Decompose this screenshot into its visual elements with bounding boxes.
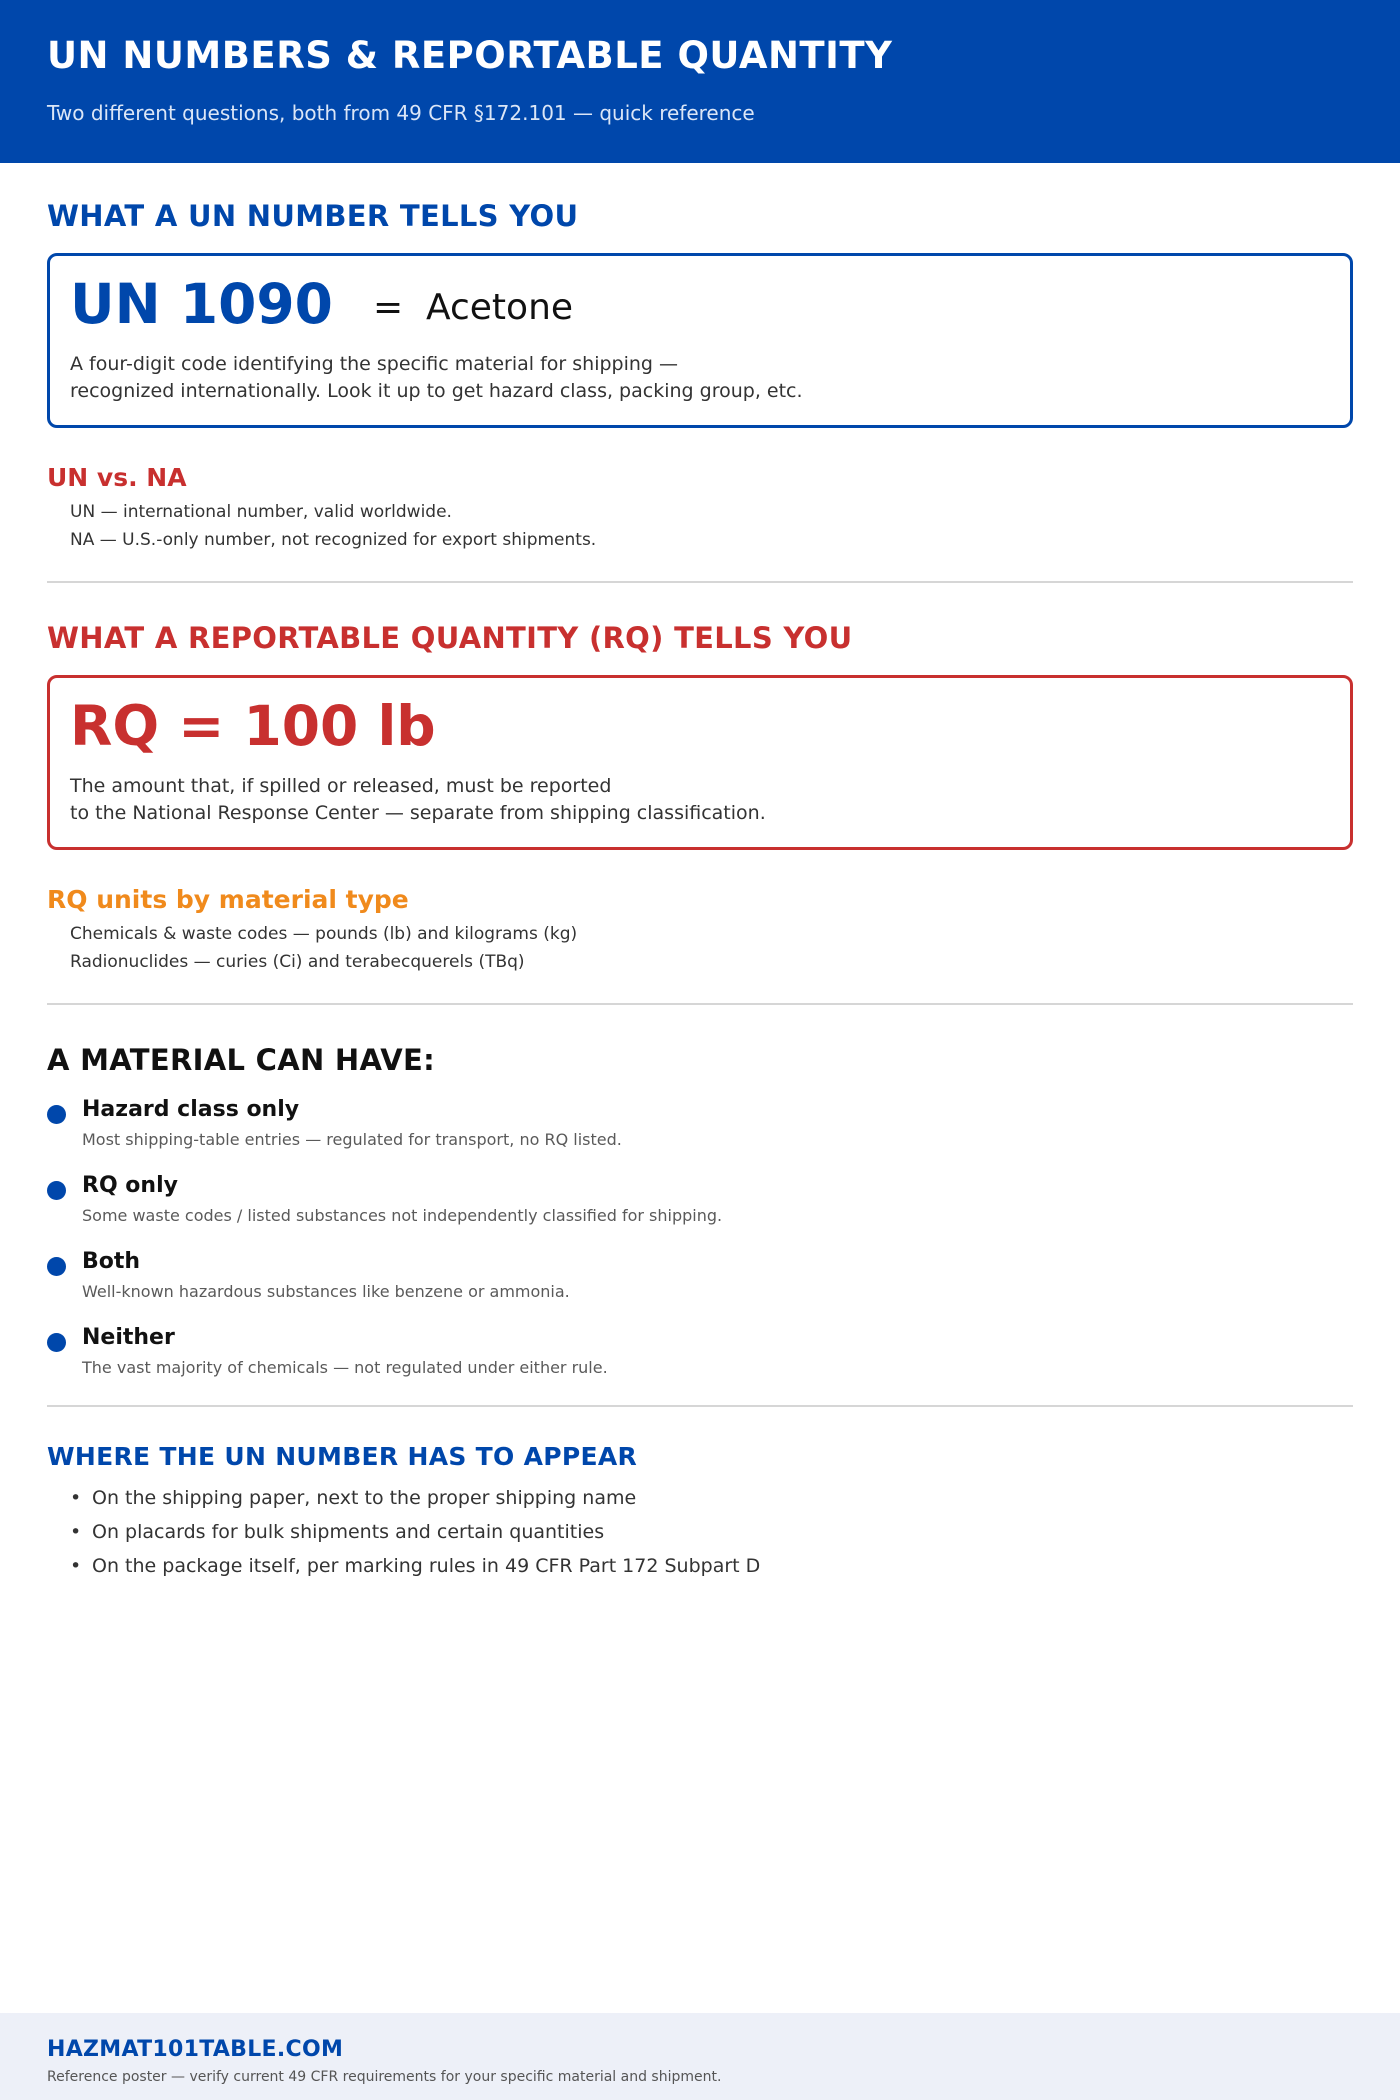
material-option-description: Most shipping-table entries — regulated for transport, no RQ listed. — [82, 1130, 622, 1149]
bullet-dot-icon — [47, 1333, 66, 1352]
rq-code: RQ = 100 lb — [70, 694, 436, 758]
rq-units-line-radionuclides: Radionuclides — curies (Ci) and terabecquerels (TBq) — [70, 952, 525, 972]
material-option-hazard-class-only — [47, 1097, 1347, 1157]
bullet-icon: • — [70, 1555, 82, 1577]
equals-sign: = — [373, 287, 404, 328]
rq-units-heading: RQ units by material type — [47, 885, 409, 914]
material-option-title: Hazard class only — [82, 1097, 300, 1122]
page-subtitle: Two different questions, both from 49 CFR §172.101 — quick reference — [47, 101, 755, 125]
where-appear-item-placards — [70, 1521, 604, 1543]
divider — [47, 581, 1353, 583]
bullet-icon: • — [70, 1521, 82, 1543]
where-appear-text: On the shipping paper, next to the proper shipping name — [92, 1487, 637, 1509]
material-option-title: Neither — [82, 1325, 175, 1350]
rq-description-line-2: to the National Response Center — separate from shipping classification. — [70, 802, 766, 824]
rq-description-line-1: The amount that, if spilled or released, must be reported — [70, 775, 612, 797]
un-description-line-1: A four-digit code identifying the specific material for shipping — — [70, 353, 679, 375]
un-vs-na-line-un: UN — international number, valid worldwide. — [70, 502, 452, 522]
rq-section-heading: WHAT A REPORTABLE QUANTITY (RQ) TELLS YOU — [47, 621, 853, 655]
un-vs-na-line-na: NA — U.S.-only number, not recognized for export shipments. — [70, 530, 597, 550]
bullet-icon: • — [70, 1487, 82, 1509]
bullet-dot-icon — [47, 1105, 66, 1124]
material-option-description: Some waste codes / listed substances not independently classified for shipping. — [82, 1206, 723, 1225]
footer — [0, 2013, 1400, 2100]
divider — [47, 1405, 1353, 1407]
material-option-rq-only — [47, 1173, 1347, 1233]
material-option-description: The vast majority of chemicals — not regulated under either rule. — [82, 1358, 608, 1377]
material-option-neither — [47, 1325, 1347, 1385]
material-option-title: Both — [82, 1249, 141, 1274]
un-section-heading: WHAT A UN NUMBER TELLS YOU — [47, 199, 579, 233]
un-number-card — [47, 253, 1353, 428]
where-appear-heading: WHERE THE UN NUMBER HAS TO APPEAR — [47, 1442, 638, 1471]
un-code: UN 1090 — [70, 272, 333, 336]
page-title: UN NUMBERS & REPORTABLE QUANTITY — [47, 34, 893, 77]
material-option-both — [47, 1249, 1347, 1309]
footer-note: Reference poster — verify current 49 CFR requirements for your specific material and shipment. — [47, 2069, 722, 2085]
divider — [47, 1003, 1353, 1005]
rq-card — [47, 675, 1353, 850]
material-option-description: Well-known hazardous substances like benzene or ammonia. — [82, 1282, 570, 1301]
where-appear-text: On the package itself, per marking rules in 49 CFR Part 172 Subpart D — [92, 1555, 761, 1577]
where-appear-text: On placards for bulk shipments and certain quantities — [92, 1521, 605, 1543]
bullet-dot-icon — [47, 1257, 66, 1276]
where-appear-item-package — [70, 1555, 760, 1577]
material-can-have-heading: A MATERIAL CAN HAVE: — [47, 1043, 436, 1077]
material-name: Acetone — [426, 287, 574, 328]
footer-brand: HAZMAT101TABLE.COM — [47, 2037, 344, 2062]
un-description-line-2: recognized internationally. Look it up to get hazard class, packing group, etc. — [70, 380, 803, 402]
rq-units-line-chemicals: Chemicals & waste codes — pounds (lb) and kilograms (kg) — [70, 924, 578, 944]
bullet-dot-icon — [47, 1181, 66, 1200]
header-banner — [0, 0, 1400, 163]
material-option-title: RQ only — [82, 1173, 178, 1198]
where-appear-item-shipping-paper — [70, 1487, 636, 1509]
un-vs-na-heading: UN vs. NA — [47, 463, 187, 492]
